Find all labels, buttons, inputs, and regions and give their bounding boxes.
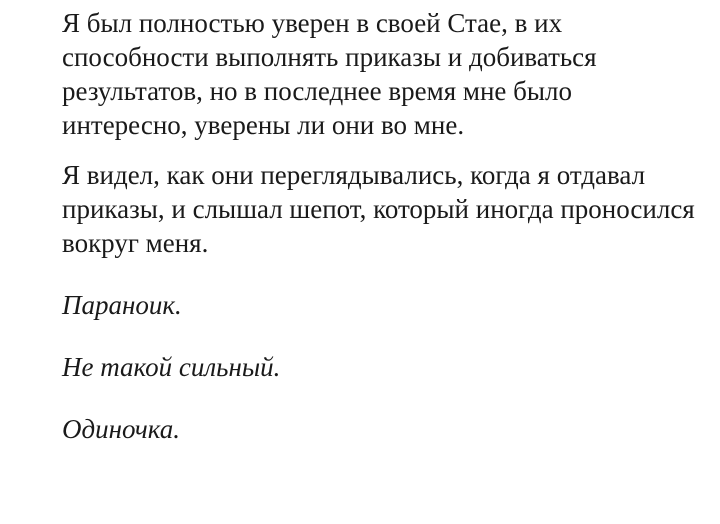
paragraph-2: Я видел, как они переглядывались, когда я отдавал приказы, и слышал шепот, который иногда проносился вокруг меня. (62, 160, 695, 258)
paragraph-1: Я был полностью уверен в своей Стае, в их способности выполнять приказы и добиваться результатов, но в последнее время мне было интересно, уверены ли они во мне. (62, 8, 597, 140)
italic-line-loner: Одиночка. (62, 414, 180, 444)
italic-line-paranoid: Параноик. (62, 290, 182, 320)
italic-line-not-strong: Не такой сильный. (62, 352, 281, 382)
document-body (62, 6, 702, 474)
